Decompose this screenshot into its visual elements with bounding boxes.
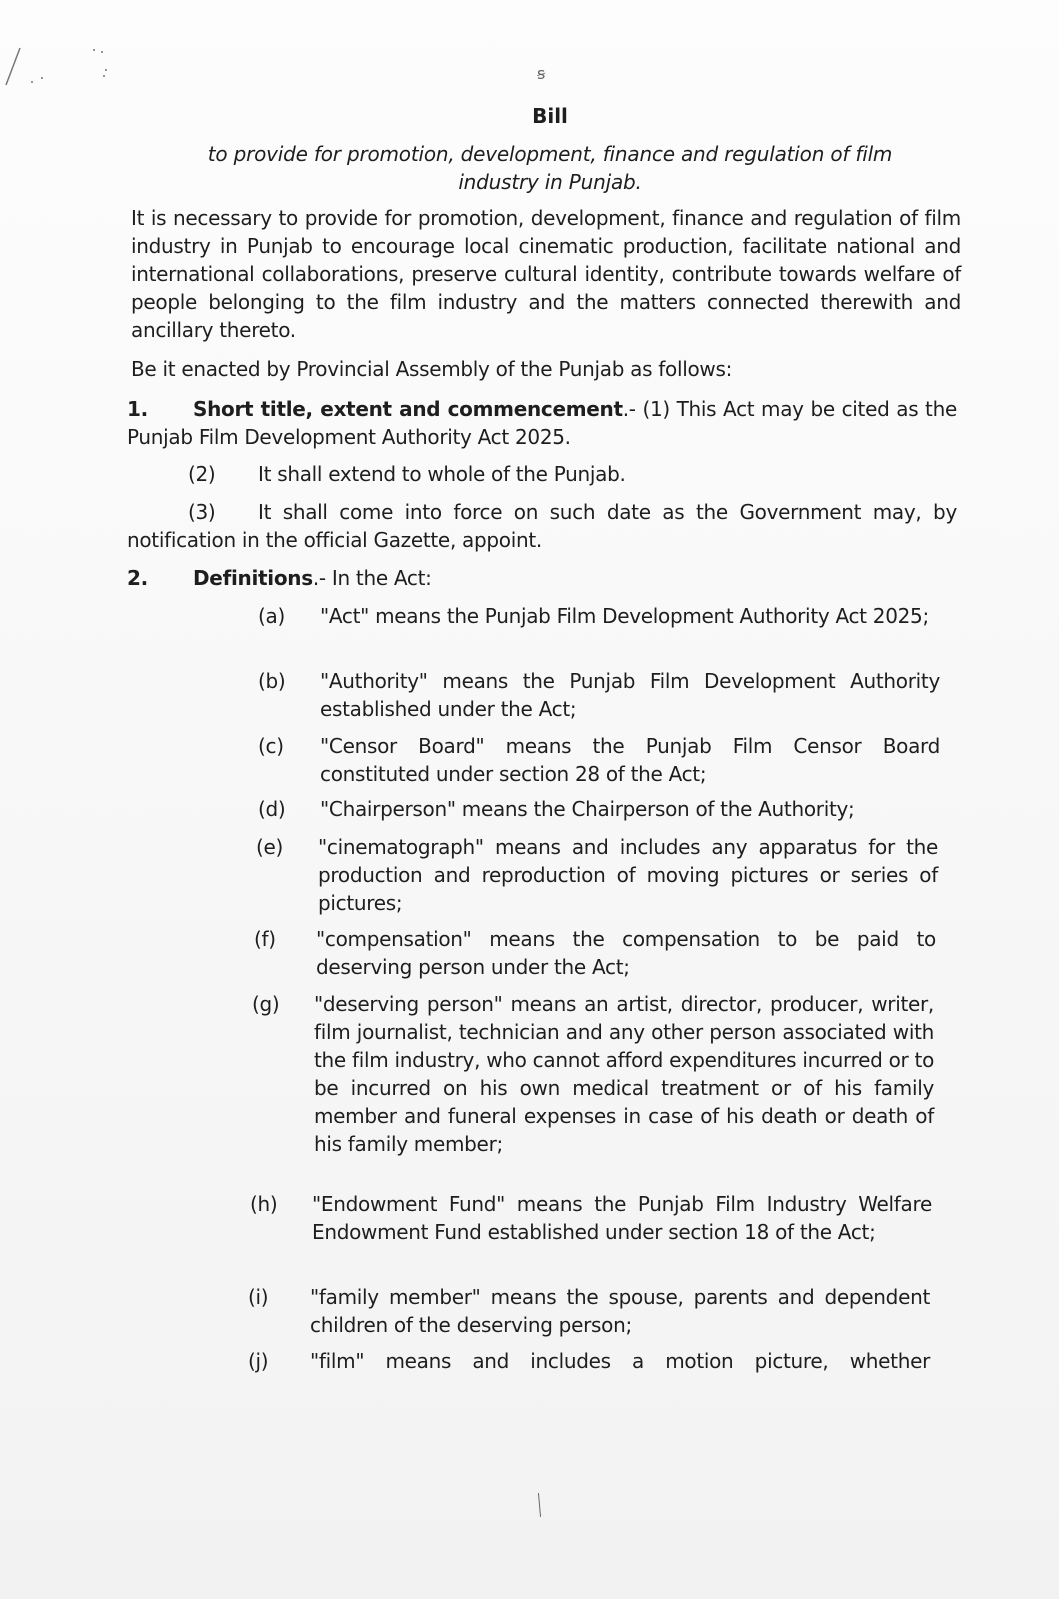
definition-label: (g): [252, 992, 280, 1016]
section-heading-suffix: .-: [312, 566, 332, 590]
definition-text: "Censor Board" means the Punjab Film Censor Board constituted under section 28 of the Act;: [320, 734, 940, 786]
section-number: 1.: [127, 397, 148, 421]
section-2: [127, 564, 957, 592]
definition-d: [258, 795, 940, 823]
definition-e: [256, 833, 938, 917]
section-heading: Short title, extent and commencement: [193, 397, 623, 421]
definition-i: [248, 1283, 930, 1339]
definition-label: (d): [258, 797, 286, 821]
document-subtitle: [150, 140, 950, 196]
definition-c: [258, 732, 940, 788]
definition-label: (h): [250, 1192, 278, 1216]
definition-a: [258, 602, 940, 630]
definition-text: "Act" means the Punjab Film Development Authority Act 2025;: [320, 604, 929, 628]
pen-scribble-icon: [2, 30, 122, 90]
subtitle-line-1: to provide for promotion, development, finance and regulation of film: [207, 142, 893, 166]
definition-label: (f): [254, 927, 276, 951]
definition-text: "Chairperson" means the Chairperson of the Authority;: [320, 797, 855, 821]
subsection-label: (3): [188, 500, 216, 524]
definition-label: (j): [248, 1349, 269, 1373]
definition-text: "deserving person" means an artist, director, producer, writer, film journalist, technician and any other person associated with the film industry, who cannot afford expenditures incurred or to be incurred on his own medical treatment or of his family member and funeral expenses in case of his death or death of his family member;: [314, 992, 934, 1156]
enacting-clause: Be it enacted by Provincial Assembly of the Punjab as follows:: [131, 357, 733, 381]
top-handwritten-mark: ꞩ: [537, 64, 546, 83]
definition-text: "Endowment Fund" means the Punjab Film Industry Welfare Endowment Fund established under section 18 of the Act;: [312, 1192, 932, 1244]
preamble: It is necessary to provide for promotion, development, finance and regulation of film industry in Punjab to encourage local cinematic production, facilitate national and international collaborations, preserve cultural identity, contribute towards welfare of people belonging to the film industry and the matters connected therewith and ancillary thereto.: [131, 206, 961, 342]
section-number: 2.: [127, 566, 148, 590]
definition-label: (e): [256, 835, 284, 859]
document-title: Bill: [532, 104, 568, 128]
definition-text: "Authority" means the Punjab Film Development Authority established under the Act;: [320, 669, 940, 721]
corner-pen-marks: [2, 30, 122, 95]
definition-g: [252, 990, 934, 1158]
subsection-label: (2): [188, 462, 216, 486]
definition-b: [258, 667, 940, 723]
definition-label: (b): [258, 669, 286, 693]
subsection-3: [127, 498, 957, 554]
section-heading-suffix: .-: [622, 397, 643, 421]
definition-label: (i): [248, 1285, 269, 1309]
definition-text: "compensation" means the compensation to be paid to deserving person under the Act;: [316, 927, 936, 979]
definition-label: (a): [258, 604, 285, 628]
subsection-text: It shall come into force on such date as the Government may, by notification in the official Gazette, appoint.: [127, 500, 957, 552]
subsection-text: It shall extend to whole of the Punjab.: [258, 462, 626, 486]
section-text: (1) This Act may be cited as the Punjab Film Development Authority Act 2025.: [127, 397, 957, 449]
definition-label: (c): [258, 734, 284, 758]
definition-h: [250, 1190, 932, 1246]
definition-text: "cinematograph" means and includes any apparatus for the production and reproduction of moving pictures or series of pictures;: [318, 835, 938, 915]
subtitle-line-2: industry in Punjab.: [458, 170, 642, 194]
definition-text: "family member" means the spouse, parents and dependent children of the deserving person;: [310, 1285, 930, 1337]
section-text: In the Act:: [331, 566, 432, 590]
section-heading: Definitions: [193, 566, 313, 590]
subsection-2: [131, 460, 961, 488]
section-1: [127, 395, 957, 451]
definition-j: [248, 1347, 930, 1375]
pen-tick-mark: [538, 1493, 541, 1517]
definition-f: [254, 925, 936, 981]
definition-text: "film" means and includes a motion picture, whether: [310, 1349, 930, 1373]
